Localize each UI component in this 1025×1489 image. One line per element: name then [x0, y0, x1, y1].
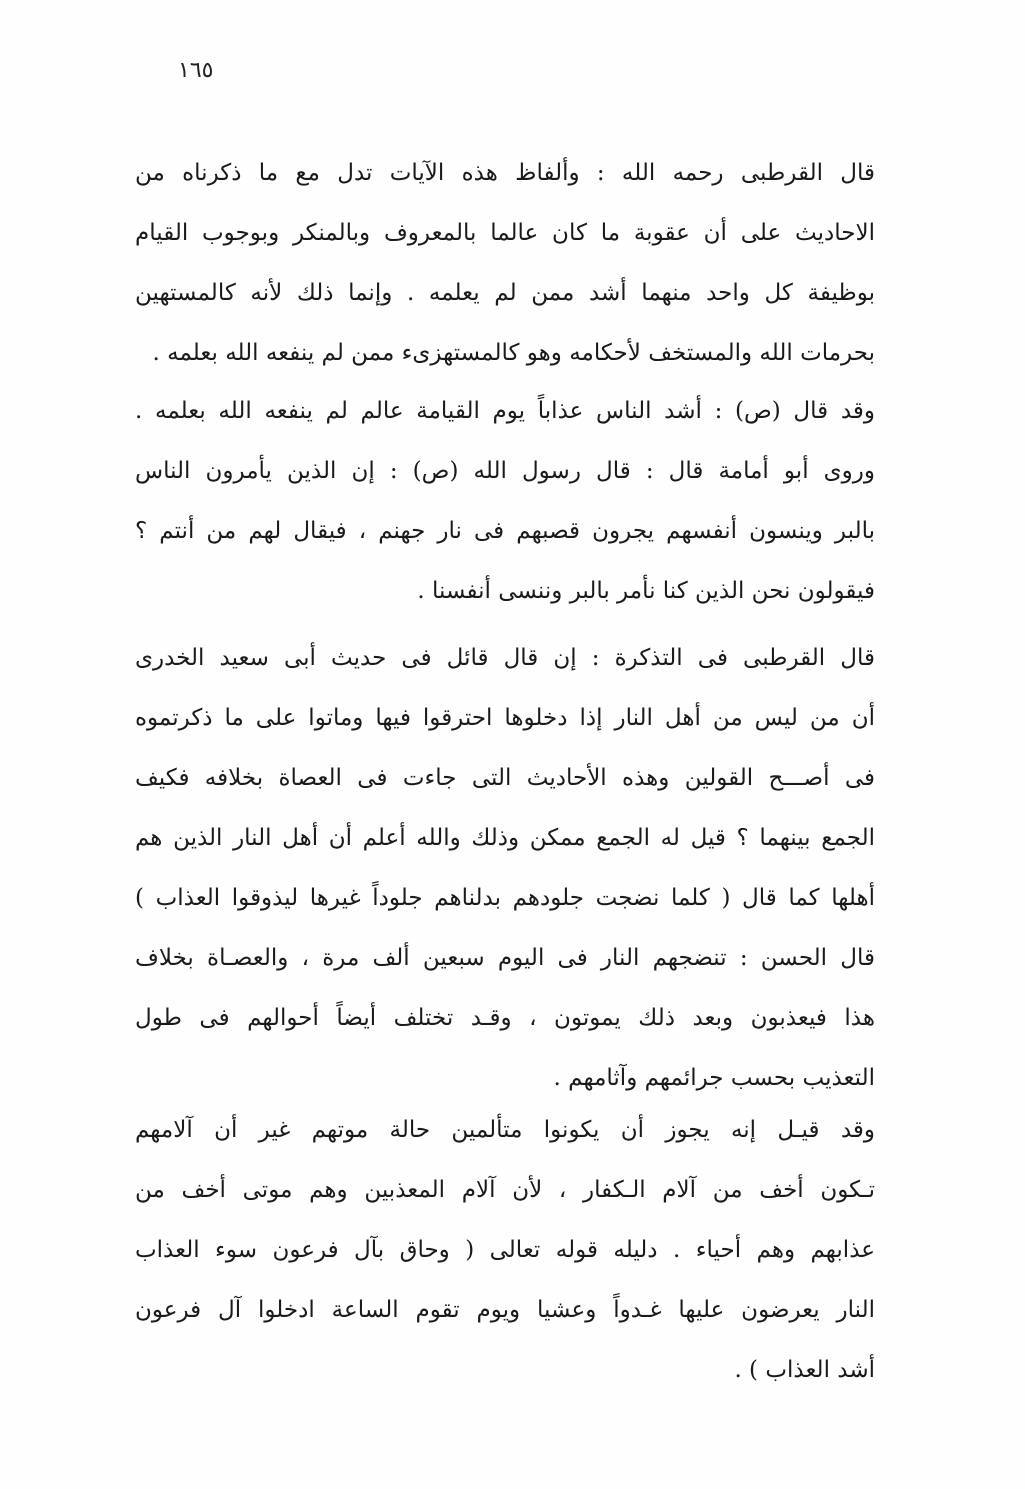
text-line: الاحاديث على أن عقوبة ما كان عالما بالمعروف وبالمنكر وبوجوب القيام	[135, 220, 875, 246]
paragraph-2	[135, 381, 875, 621]
text-line: قال القرطبى رحمه الله : وألفاظ هذه الآيات تدل مع ما ذكرناه من	[135, 160, 875, 186]
text-line: الجمع بينهما ؟ قيل له الجمع ممكن وذلك والله أعلم أن أهل النار الذين هم	[135, 825, 875, 851]
page-number: ١٦٥	[178, 58, 214, 83]
text-line: أهلها كما قال ( كلما نضجت جلودهم بدلناهم جلوداً غيرها ليذوقوا العذاب )	[135, 885, 875, 911]
text-line: وروى أبو أمامة قال : قال رسول الله (ص) : إن الذين يأمرون الناس	[135, 458, 875, 484]
text-line: التعذيب بحسب جرائمهم وآثامهم .	[553, 1065, 875, 1091]
text-line: عذابهم وهم أحياء . دليله قوله تعالى ( وحاق بآل فرعون سوء العذاب	[135, 1237, 875, 1263]
text-line: فى أصـــح القولين وهذه الأحاديث التى جاءت فى العصاة بخلافه فكيف	[135, 765, 875, 791]
text-line: النار يعرضون عليها غـدواً وعشيا ويوم تقوم الساعة ادخلوا آل فرعون	[135, 1297, 875, 1323]
text-line: أن من ليس من أهل النار إذا دخلوها احترقوا فيها وماتوا على ما ذكرتموه	[135, 705, 875, 731]
paragraph-1	[135, 143, 875, 383]
text-line: بحرمات الله والمستخف لأحكامه وهو كالمستهزىء ممن لم ينفعه الله بعلمه .	[152, 340, 875, 366]
text-line: وقد قال (ص) : أشد الناس عذاباً يوم القيامة عالم لم ينفعه الله بعلمه .	[135, 398, 875, 424]
text-line: بالبر وينسون أنفسهم يجرون قصبهم فى نار جهنم ، فيقال لهم من أنتم ؟	[135, 518, 875, 544]
paragraph-3	[135, 628, 875, 1108]
text-line: تـكون أخف من آلام الـكفار ، لأن آلام المعذبين وهم موتى أخف من	[135, 1177, 875, 1203]
text-line: قال الحسن : تنضجهم النار فى اليوم سبعين ألف مرة ، والعصـاة بخلاف	[135, 945, 875, 971]
text-line: أشد العذاب ) .	[734, 1357, 875, 1383]
text-line: هذا فيعذبون وبعد ذلك يموتون ، وقـد تختلف أيضاً أحوالهم فى طول	[135, 1005, 875, 1031]
paragraph-4	[135, 1100, 875, 1400]
text-line: بوظيفة كل واحد منهما أشد ممن لم يعلمه . وإنما ذلك لأنه كالمستهين	[135, 280, 875, 306]
text-line: قال القرطبى فى التذكرة : إن قال قائل فى حديث أبى سعيد الخدرى	[135, 645, 875, 671]
text-line: وقد قيـل إنه يجوز أن يكونوا متألمين حالة موتهم غير أن آلامهم	[135, 1117, 875, 1143]
text-line: فيقولون نحن الذين كنا نأمر بالبر وننسى أنفسنا .	[417, 578, 875, 604]
